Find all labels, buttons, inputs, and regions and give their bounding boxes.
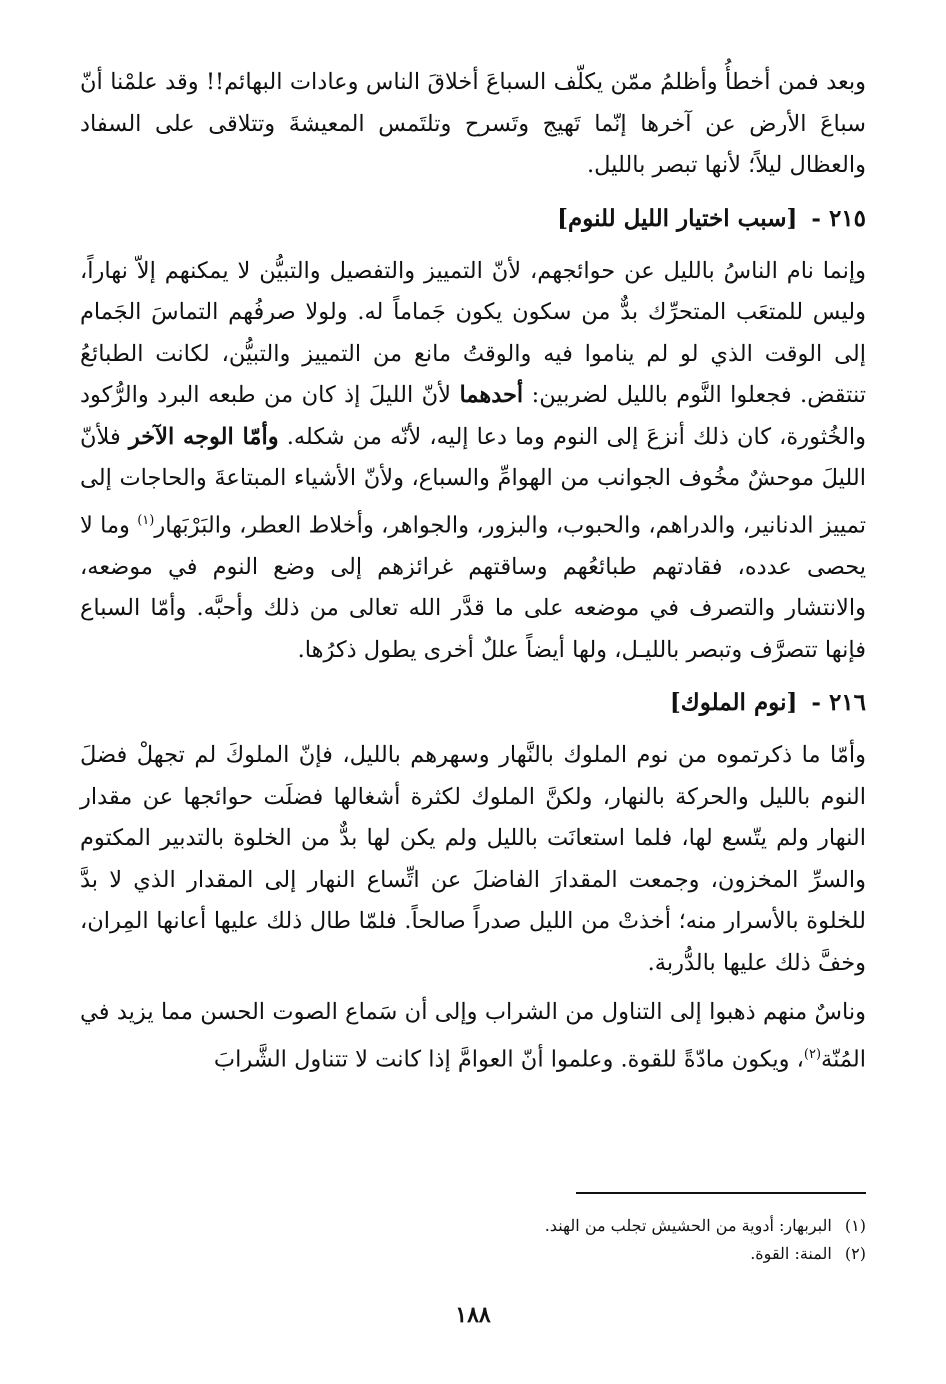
footnote-ref-2: (٢) [803,1046,822,1062]
footnote-divider [576,1192,866,1194]
section-215-p2-bold: وأمّا الوجه الآخر [128,423,279,450]
section-216-p2-rest: ، ويكون مادّةً للقوة. وعلموا أنّ العوامَّ إذا كانت لا تتناول الشَّرابَ [213,1046,804,1072]
section-215-heading [80,197,866,241]
footnote-item [80,1212,866,1240]
footnote-item [80,1240,866,1268]
section-215-paragraph-1 [80,251,866,672]
page-number: ١٨٨ [455,1302,491,1328]
section-215-p2-text: فلأنّ الليلَ موحشٌ مخُوف الجوانب من الهوامِّ والسباع، ولأنّ الأشياء المبتاعةَ والحاجات إلى تمييز الدنانير، والدراهم، والحبوب، والبزور، والجواهر، وأخلاط العطر، والبَرْبَهار [80,423,866,538]
section-215-p1-text: وإنما نام الناسُ بالليل عن حوائجهم، لأنّ التمييز والتفصيل والتبيُّن لا يمكنهم إلاّ نهاراً، وليس للمتعَب المتحرِّك بدٌّ من سكون يكون جَماماً له. ولولا صرفُهم التماسَ الجَمام إلى الوقت الذي لو لم يناموا فيه والوقتُ مانع من التمييز والتبيُّن، لكانت الطبائعُ تنتقض. فجعلوا النَّوم بالليل لضربين: [80,257,866,408]
section-215-title: [سبب اختيار الليل للنوم] [557,204,798,232]
main-text [80,62,866,1081]
section-216-paragraph-2 [80,992,866,1081]
section-215-number: ٢١٥ - [811,204,866,232]
footnote-mark: (١) [844,1216,866,1235]
section-216-p2-text: وناسٌ منهم ذهبوا إلى التناول من الشراب وإلى أن سَماع الصوت الحسن مما يزيد في المُنّة [80,999,866,1072]
section-216-paragraph-1: وأمّا ما ذكرتموه من نوم الملوك بالنَّهار وسهرهم بالليل، فإنّ الملوكَ لم تجهلْ فضلَ النوم بالليل والحركة بالنهار، ولكنَّ الملوك لكثرة أشغالها فضلَت حوائجها عن مقدار النهار ولم يتّسع لها، فلما استعانَت بالليل ولم يكن لها بدٌّ من الخلوة بالتدبير المكتوم والسرِّ المخزون، وجمعت المقدارَ الفاضلَ عن اتِّساع النهار إلى المقدار الذي لا بدَّ للخلوة بالأسرار منه؛ أخذتْ من الليل صدراً صالحاً. فلمّا طال ذلك عليها أعانها المِران، وخفَّ ذلك عليها بالدُّربة. [80,742,866,976]
footnote-text: المنة: القوة. [750,1244,832,1263]
footnote-ref-1: (١) [137,512,155,528]
section-215-p1-bold: أحدهما [459,382,524,408]
intro-paragraph: وبعد فمن أخطأُ وأظلمُ ممّن يكلّف السباعَ أخلاقَ الناس وعادات البهائم!! وقد علمْنا أنّ سباعَ الأرض عن آخرها إنّما تَهيج وتَسرح وتلتَمس المعيشةَ وتتلاقى على السفاد والعظال ليلاً؛ لأنها تبصر بالليل. [80,69,866,178]
section-216-heading [80,681,866,725]
section-215-p1-rest: لأنّ الليلَ إذ كان من طبعه البرد والرُّكود والخُثورة، كان ذلك أنزعَ إلى النوم وما دعا إليه، لأنّه من شكله. [80,382,866,450]
section-215-p2-rest: وما لا يحصى عدده، فقادتهم طبائعُهم وساقتهم غرائزهم إلى وضع النوم في موضعه، والانتشار والتصرف في موضعه على ما قدَّر الله تعالى من ذلك وأحبَّه. وأمّا السباع فإنها تتصرَّف وتبصر بالليـل، ولها أيضاً عللٌ أخرى يطول ذكرُها. [80,512,866,663]
footnote-mark: (٢) [844,1244,866,1263]
footnotes [80,1212,866,1268]
section-216-title: [نوم الملوك] [669,689,798,716]
footnote-text: البربهار: أدوية من الحشيش تجلب من الهند. [544,1216,832,1235]
section-216-number: ٢١٦ - [811,689,866,716]
